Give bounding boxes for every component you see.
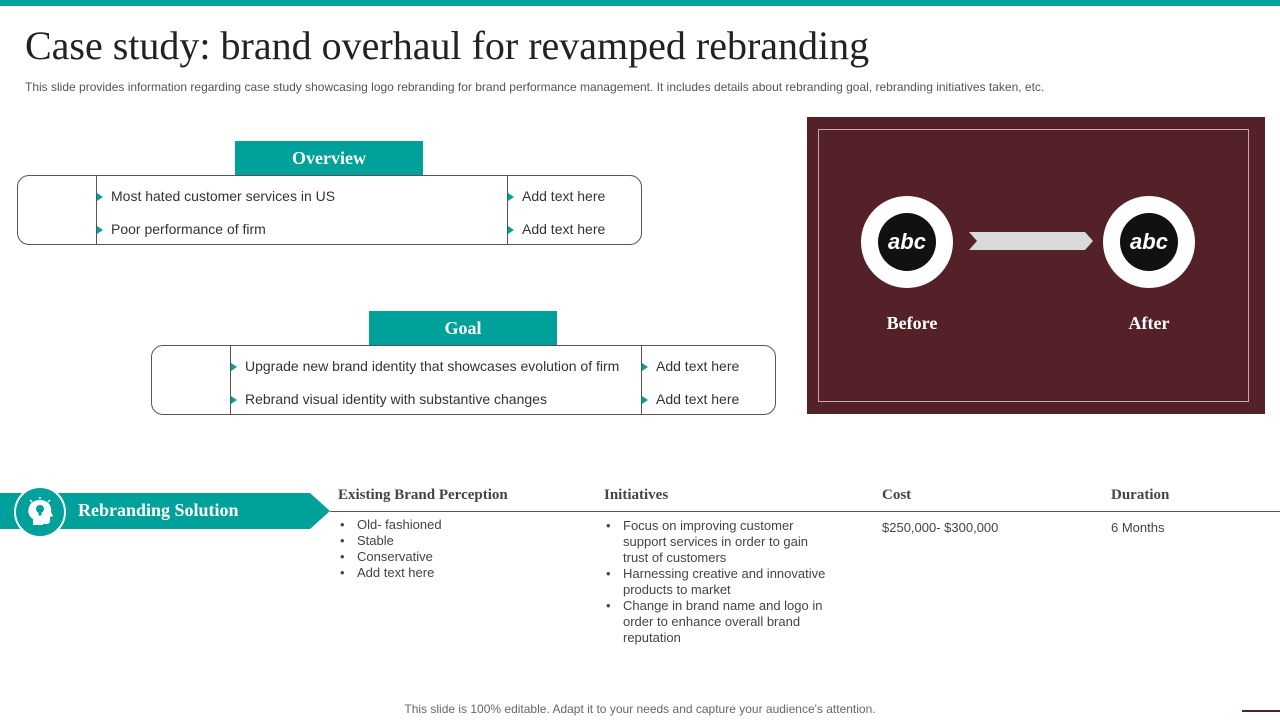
page-subtitle: This slide provides information regarding case study showcasing logo rebranding for brand performance management. It includes details about rebranding goal, rebranding initiatives taken, etc. <box>25 80 1045 94</box>
top-accent-bar <box>0 0 1280 6</box>
goal-tab: Goal <box>369 311 557 345</box>
list-item: • Focus on improving customer support services in order to gain trust of customers <box>604 518 832 566</box>
before-logo: abc <box>878 213 936 271</box>
after-logo-ring <box>1103 196 1195 288</box>
before-label: Before <box>886 313 938 333</box>
table-header-rule <box>330 511 1280 512</box>
cost-value: $250,000- $300,000 <box>882 520 999 535</box>
overview-bullet: Most hated customer services in US <box>97 188 335 204</box>
goal-bullet: Rebrand visual identity with substantive changes <box>231 391 547 407</box>
initiatives-header: Initiatives <box>604 487 669 503</box>
initiatives-list <box>604 518 832 646</box>
list-item: • Add text here <box>338 565 568 581</box>
cost-header: Cost <box>882 487 912 503</box>
page-title: Case study: brand overhaul for revamped rebranding <box>25 23 870 68</box>
goal-box <box>151 345 776 415</box>
overview-bullet: Poor performance of firm <box>97 221 266 237</box>
arrow-right-icon <box>969 232 1093 250</box>
footer-note: This slide is 100% editable. Adapt it to your needs and capture your audience's attention. <box>404 702 876 716</box>
list-item: • Harnessing creative and innovative products to market <box>604 566 832 598</box>
duration-header: Duration <box>1111 487 1170 503</box>
overview-note: Add text here <box>508 221 605 237</box>
list-item: • Stable <box>338 533 568 549</box>
goal-bullet: Upgrade new brand identity that showcases evolution of firm <box>231 358 619 374</box>
perception-header: Existing Brand Perception <box>338 487 508 503</box>
list-item: • Conservative <box>338 549 568 565</box>
perception-list <box>338 517 568 581</box>
head-lightbulb-icon <box>14 486 66 538</box>
overview-box <box>17 175 642 245</box>
goal-note: Add text here <box>642 391 739 407</box>
after-logo: abc <box>1120 213 1178 271</box>
before-logo-ring <box>861 196 953 288</box>
list-item: • Change in brand name and logo in order to enhance overall brand reputation <box>604 598 832 646</box>
overview-tab: Overview <box>235 141 423 175</box>
after-label: After <box>1128 313 1170 333</box>
goal-note: Add text here <box>642 358 739 374</box>
duration-value: 6 Months <box>1111 520 1165 535</box>
overview-note: Add text here <box>508 188 605 204</box>
solution-label: Rebranding Solution <box>78 500 239 520</box>
corner-accent-line <box>1242 710 1280 712</box>
list-item: • Old- fashioned <box>338 517 568 533</box>
